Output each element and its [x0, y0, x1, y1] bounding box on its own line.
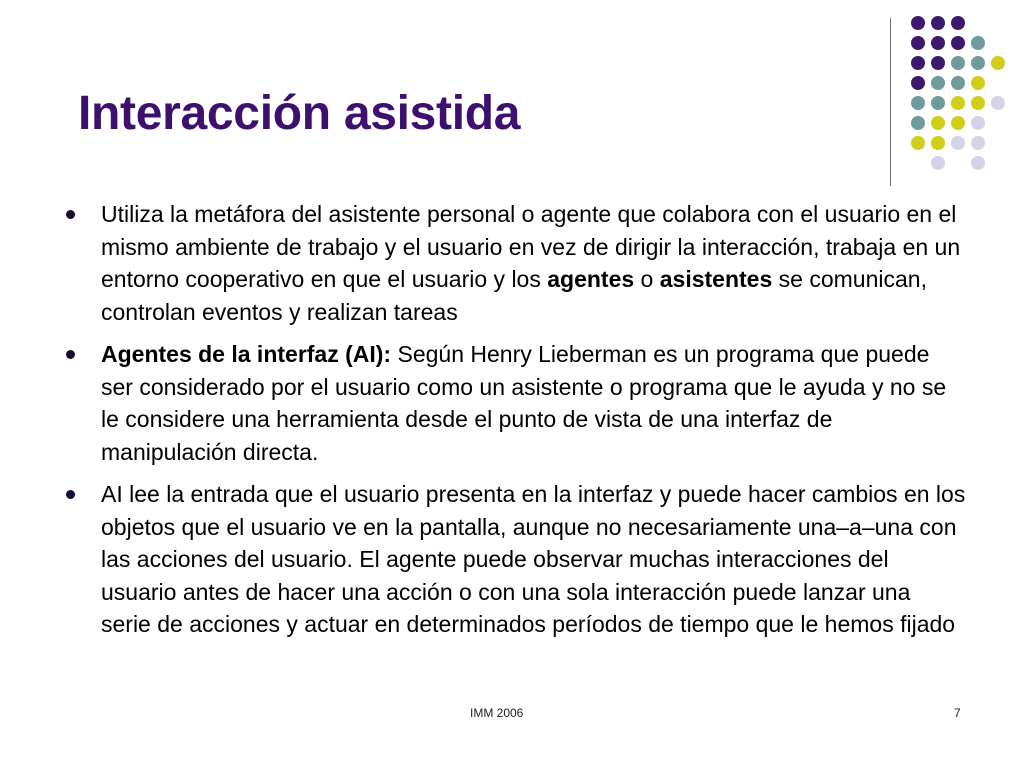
text: o	[634, 266, 660, 292]
bullet-dot-icon	[66, 350, 75, 359]
dot-yellow	[931, 116, 945, 130]
footer-text: IMM 2006	[470, 706, 524, 720]
dot-yellow	[931, 136, 945, 150]
dot-teal	[931, 76, 945, 90]
bullet-list	[66, 198, 966, 651]
dot-lavender	[971, 116, 985, 130]
dot-teal	[931, 96, 945, 110]
text: AI lee la entrada que el usuario presenta en la interfaz y puede hacer cambios en los objetos que el usuario ve en la pantalla, aunque no necesariamente una–a–una con las acciones del usuario. El agente puede observar muchas interacciones del usuario antes de hacer una acción o con una sola interacción puede lanzar una serie de acciones y actuar en determinados períodos de tiempo que le hemos fijado	[101, 481, 966, 637]
dot-purple	[951, 36, 965, 50]
dot-purple	[951, 16, 965, 30]
bullet-item	[66, 338, 966, 468]
bullet-item	[66, 198, 966, 328]
dot-purple	[911, 56, 925, 70]
dot-yellow	[951, 96, 965, 110]
vertical-divider	[890, 18, 891, 186]
dot-yellow	[951, 116, 965, 130]
bullet-dot-icon	[66, 210, 75, 219]
dot-teal	[951, 56, 965, 70]
dot-yellow	[971, 76, 985, 90]
dot-lavender	[931, 156, 945, 170]
dot-purple	[931, 36, 945, 50]
text: Utiliza la metáfora del asistente personal o agente que colabora con el usuario en el mismo ambiente de trabajo y el usuario en vez de dirigir la interacción, trabaja en un entorno cooperativo en que el usuario y los	[101, 201, 961, 292]
bold-text: asistentes	[659, 266, 773, 292]
dot-lavender	[971, 156, 985, 170]
page-number: 7	[954, 706, 961, 720]
dot-yellow	[991, 56, 1005, 70]
bullet-item	[66, 478, 966, 641]
dot-purple	[911, 16, 925, 30]
dot-purple	[911, 76, 925, 90]
dot-purple	[931, 16, 945, 30]
dot-teal	[971, 56, 985, 70]
dot-yellow	[911, 136, 925, 150]
dot-purple	[931, 56, 945, 70]
text: Según Henry Lieberman es un programa que puede ser considerado por el usuario como un asistente o programa que le ayuda y no se le considere una herramienta desde el punto de vista de una interfaz de manipulación directa.	[101, 341, 947, 465]
bullet-dot-icon	[66, 490, 75, 499]
slide-title: Interacción asistida	[78, 87, 521, 140]
dot-teal	[971, 36, 985, 50]
dot-purple	[911, 36, 925, 50]
dot-lavender	[951, 136, 965, 150]
dot-teal	[911, 116, 925, 130]
dot-yellow	[971, 96, 985, 110]
bold-text: Agentes de la interfaz (AI):	[101, 341, 392, 367]
dot-teal	[911, 96, 925, 110]
text: se comunican, controlan eventos y realizan tareas	[101, 266, 927, 325]
dot-lavender	[971, 136, 985, 150]
dot-lavender	[991, 96, 1005, 110]
dot-teal	[951, 76, 965, 90]
bold-text: agentes	[547, 266, 635, 292]
